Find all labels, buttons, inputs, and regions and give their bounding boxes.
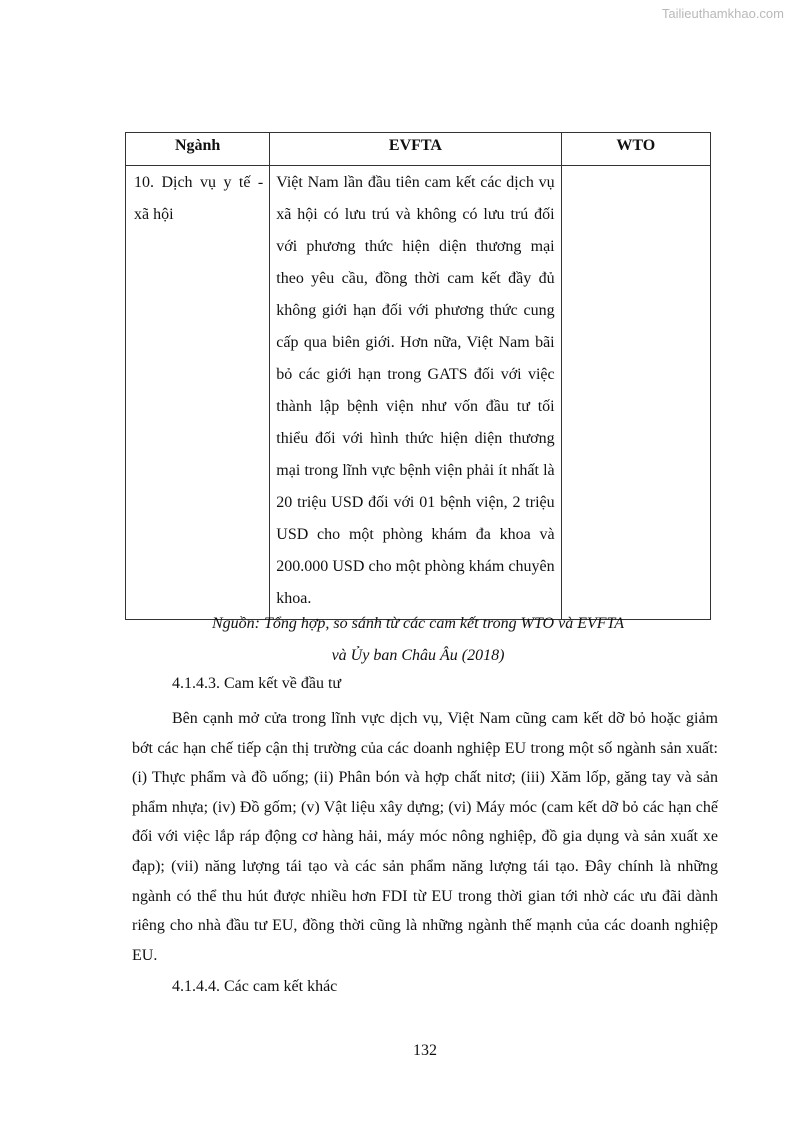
source-line-1: Nguồn: Tổng hợp, so sánh từ các cam kết trong WTO và EVFTA: [211, 615, 625, 632]
table-row: [126, 166, 711, 620]
header-sector: Ngành: [126, 133, 270, 166]
cell-evfta: Việt Nam lần đầu tiên cam kết các dịch vụ xã hội có lưu trú và không có lưu trú đối với phương thức hiện diện thương mại theo yêu cầu, đồng thời cam kết đầy đủ không giới hạn đối với phương thức cung cấp qua biên giới. Hơn nữa, Việt Nam bãi bỏ các giới hạn trong GATS đối với việc thành lập bệnh viện như vốn đầu tư tối thiểu đối với hình thức hiện diện thương mại trong lĩnh vực bệnh viện phải ít nhất là 20 triệu USD đối với 01 bệnh viện, 2 triệu USD cho một phòng khám đa khoa và 200.000 USD cho một phòng khám chuyên khoa.: [270, 166, 561, 620]
watermark: Tailieuthamkhao.com: [661, 6, 784, 21]
cell-wto: [561, 166, 710, 620]
comparison-table: [125, 132, 711, 620]
section-heading-investment: 4.1.4.3. Cam kết về đầu tư: [172, 675, 342, 692]
page-number: 132: [413, 1042, 437, 1059]
table-header-row: [126, 133, 711, 166]
cell-sector: 10. Dịch vụ y tế - xã hội: [126, 166, 270, 620]
table-source-note: [125, 608, 711, 672]
header-wto: WTO: [561, 133, 710, 166]
investment-paragraph: Bên cạnh mở cửa trong lĩnh vực dịch vụ, Việt Nam cũng cam kết dỡ bỏ hoặc giảm bớt các hạn chế tiếp cận thị trường của các doanh nghiệp EU trong một số ngành sản xuất: (i) Thực phẩm và đồ uống; (ii) Phân bón và hợp chất nitơ; (iii) Xăm lốp, găng tay và sản phẩm nhựa; (iv) Đồ gốm; (v) Vật liệu xây dựng; (vi) Máy móc (cam kết dỡ bỏ các hạn chế đối với việc lắp ráp động cơ hàng hải, máy móc nông nghiệp, đồ gia dụng và sản xuất xe đạp); (vii) năng lượng tái tạo và các sản phẩm năng lượng tái tạo. Đây chính là những ngành có thể thu hút được nhiều hơn FDI từ EU trong thời gian tới nhờ các ưu đãi dành riêng cho nhà đầu tư EU, đồng thời cũng là những ngành thế mạnh của các doanh nghiệp EU.: [132, 710, 718, 964]
section-heading-other-commitments: 4.1.4.4. Các cam kết khác: [172, 978, 338, 995]
header-evfta: EVFTA: [270, 133, 561, 166]
source-line-2: và Ủy ban Châu Âu (2018): [331, 647, 505, 664]
